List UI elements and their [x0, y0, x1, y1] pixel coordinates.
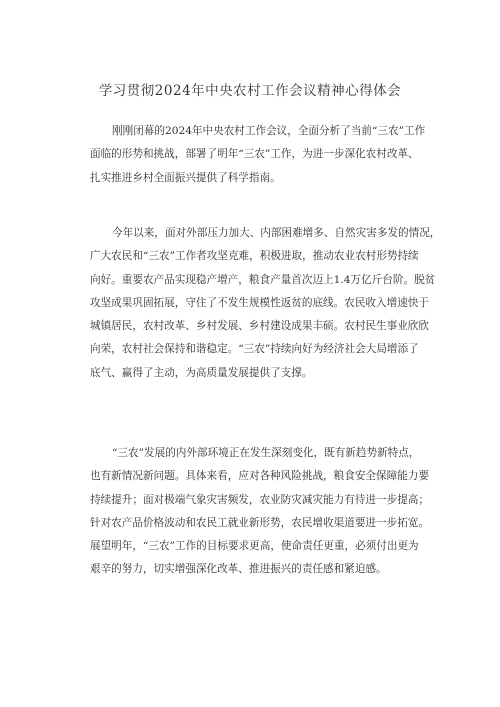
- paragraph-line: 展望明年，“三农”工作的目标要求更高，使命责任更重，必须付出更为: [90, 540, 419, 553]
- paragraph-line: 广大农民和“三农”工作者攻坚克难，积极进取，推动农业农村形势持续: [90, 250, 419, 263]
- paragraph-line: 扎实推进乡村全面振兴提供了科学指南。: [90, 171, 281, 184]
- paragraph-line: 面临的形势和挑战，部署了明年“三农”工作，为进一步深化农村改革、: [90, 148, 419, 161]
- paragraph-line: 今年以来，面对外部压力加大、内部困难增多、自然灾害多发的情况，: [112, 227, 441, 239]
- paragraph-line: 也有新情况新问题。具体来看，应对各种风险挑战，粮食安全保障能力要: [90, 470, 429, 483]
- paragraph-line: 底气、赢得了主动，为高质量发展提供了支撑。: [90, 366, 313, 379]
- paragraph-line: 持续提升；面对极端气象灾害频发，农业防灾减灾能力有待进一步提高；: [90, 493, 429, 506]
- paragraph-line: “三农”发展的内外部环境正在发生深刻变化，既有新趋势新特点，: [112, 447, 420, 459]
- paragraph-1: [90, 120, 432, 190]
- document-title: 学习贯彻2024年中央农村工作会议精神心得体会: [98, 83, 402, 99]
- paragraph-line: 刚刚闭幕的2024年中央农村工作会议，全面分析了当前“三农”工作: [112, 125, 426, 137]
- paragraph-line: 攻坚成果巩固拓展，守住了不发生规模性返贫的底线。农民收入增速快于: [90, 296, 429, 309]
- paragraph-line: 向好。重要农产品实现稳产增产，粮食产量首次迈上1.4万亿斤台阶。脱贫: [90, 273, 436, 286]
- paragraph-line: 艰辛的努力，切实增强深化改革、推进振兴的责任感和紧迫感。: [90, 563, 387, 576]
- paragraph-3: [90, 442, 432, 582]
- paragraph-line: 向荣，农村社会保持和谐稳定。“三农”持续向好为经济社会大局增添了: [90, 343, 419, 356]
- paragraph-line: 城镇居民，农村改革、乡村发展、乡村建设成果丰硕。农村民生事业欣欣: [90, 320, 429, 333]
- paragraph-2: [90, 222, 441, 385]
- paragraph-line: 针对农产品价格波动和农民工就业新形势，农民增收渠道要进一步拓宽。: [90, 516, 429, 529]
